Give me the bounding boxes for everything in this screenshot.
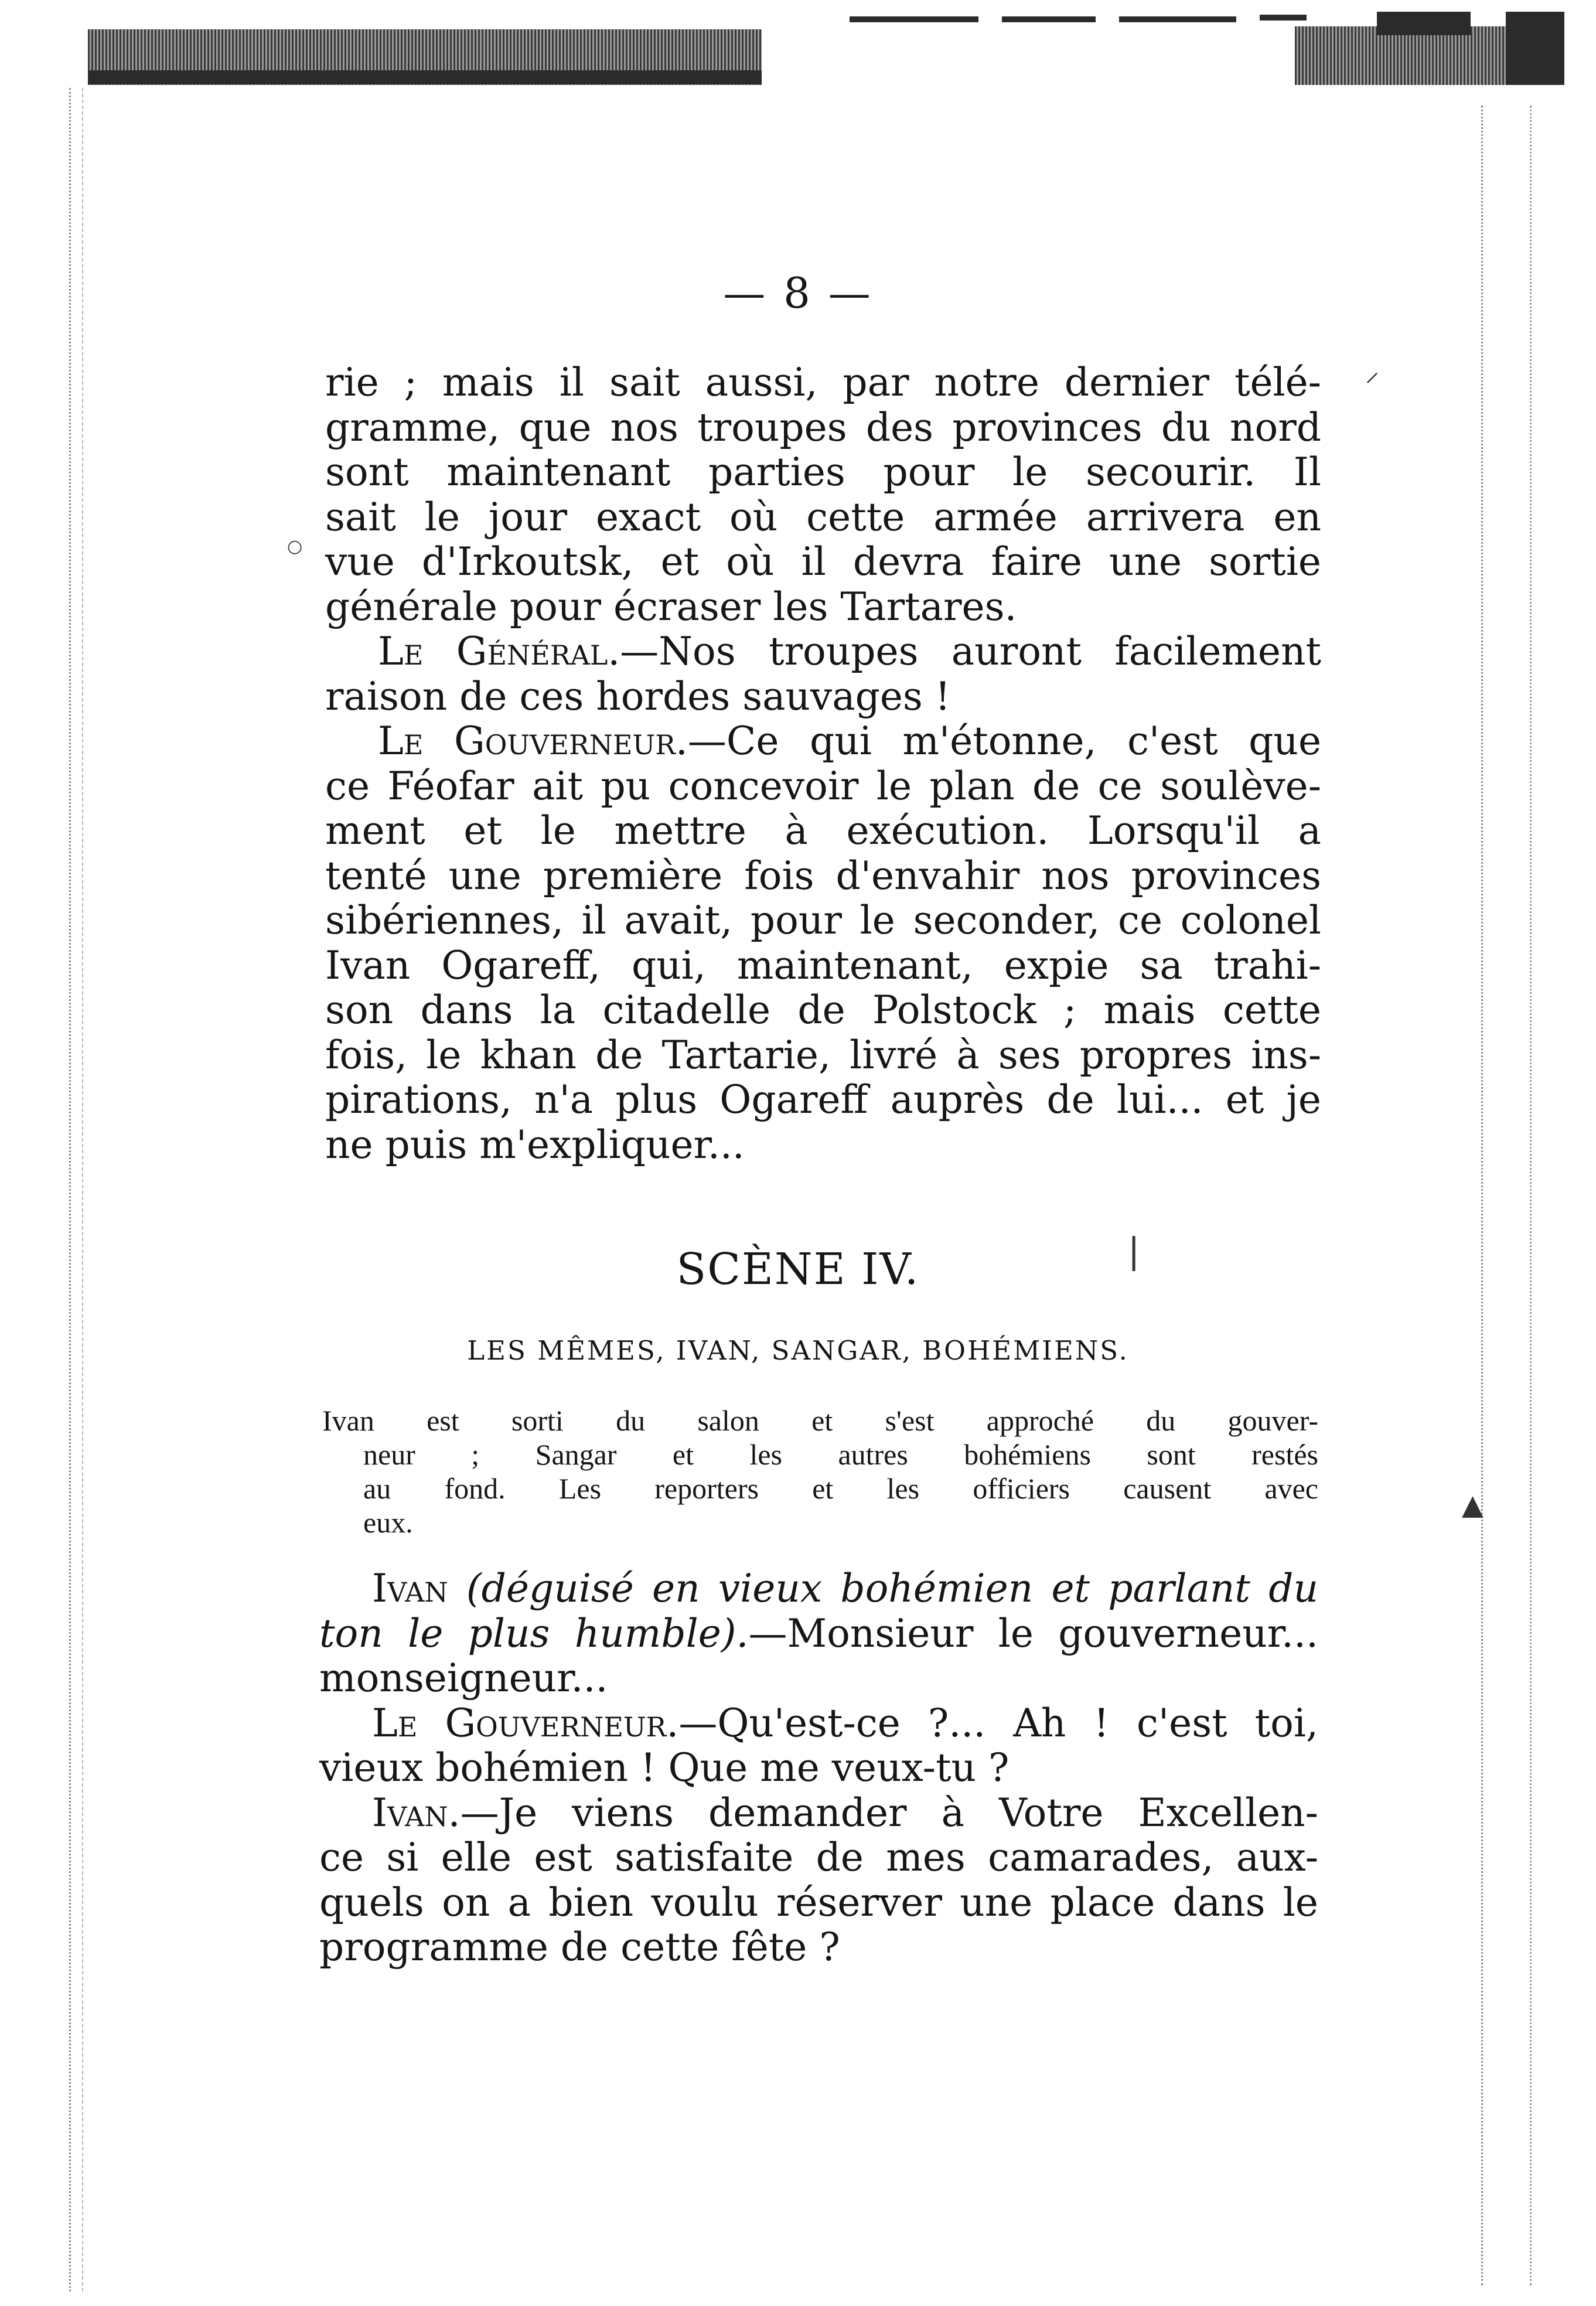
text-line: quels on a bien voulu réserver une place dans le xyxy=(319,1879,1318,1925)
stage-line: au fond. Les reporters et les officiers causent avec xyxy=(363,1472,1318,1505)
stage-aside: (déguisé en vieux bohémien et parlant du xyxy=(466,1566,1318,1611)
text-line: sait le jour exact où cette armée arrivera en xyxy=(325,494,1321,540)
scan-speck: | xyxy=(1128,1231,1140,1272)
page-number: — 8 — xyxy=(723,268,873,318)
text-line: tenté une première fois d'envahir nos provinces xyxy=(325,853,1321,898)
speech-line xyxy=(325,719,1321,764)
text-line: générale pour écraser les Tartares. xyxy=(325,584,1017,629)
scan-speck: ⸝ xyxy=(1365,355,1380,388)
speech-text: —Nos troupes auront facilement xyxy=(620,629,1321,674)
speech-text: —Ce qui m'étonne, c'est que xyxy=(687,718,1321,764)
scan-left-edge-inner xyxy=(82,88,84,2291)
text-line: son dans la citadelle de Polstock ; mais cette xyxy=(325,987,1321,1033)
speaker-name: Le Gouverneur. xyxy=(372,1700,679,1746)
text-line: sont maintenant parties pour le secourir. Il xyxy=(325,449,1321,495)
text-line: programme de cette fête ? xyxy=(319,1924,840,1970)
speech-line xyxy=(319,1612,1318,1657)
stage-line: eux. xyxy=(363,1506,413,1539)
text-line: vue d'Irkoutsk, et où il devra faire une sortie xyxy=(325,539,1321,584)
text-line: pirations, n'a plus Ogareff auprès de lui... et je xyxy=(325,1077,1321,1122)
text-line: Ivan Ogareff, qui, maintenant, expie sa trahi- xyxy=(325,942,1321,988)
text-line: fois, le khan de Tartarie, livré à ses propres ins- xyxy=(325,1032,1321,1078)
speech-text: —Qu'est-ce ?... Ah ! c'est toi, xyxy=(678,1700,1319,1746)
speech-line xyxy=(319,1566,1318,1612)
text-line: ce si elle est satisfaite de mes camarades, aux- xyxy=(319,1835,1318,1880)
stage-line: neur ; Sangar et les autres bohémiens sont restés xyxy=(363,1438,1318,1471)
dialogue xyxy=(319,1566,1318,1970)
text-line: raison de ces hordes sauvages ! xyxy=(325,673,951,719)
speech-line xyxy=(319,1701,1318,1746)
main-text xyxy=(325,360,1321,1167)
text-line: sibériennes, il avait, pour le seconder, ce colonel xyxy=(325,898,1321,943)
speech-line xyxy=(319,1791,1318,1836)
text-line: monseigneur... xyxy=(319,1656,608,1701)
text-line: ce Féofar ait pu concevoir le plan de ce soulève- xyxy=(325,763,1321,809)
text-line: ment et le mettre à exécution. Lorsqu'il a xyxy=(325,808,1321,853)
scene-characters: LES MÊMES, IVAN, SANGAR, BOHÉMIENS. xyxy=(467,1335,1129,1366)
speaker-name: Ivan xyxy=(372,1566,448,1611)
speaker-name: Ivan. xyxy=(372,1790,461,1835)
speech-text: —Monsieur le gouverneur... xyxy=(748,1610,1318,1656)
text-line: gramme, que nos troupes des provinces du nord xyxy=(325,404,1321,450)
stage-aside: ton le plus humble). xyxy=(319,1610,749,1656)
scan-speck: ○ xyxy=(287,536,303,557)
scene-title: SCÈNE IV. xyxy=(676,1244,920,1295)
speaker-name: Le Gouverneur. xyxy=(378,718,688,764)
stage-line: Ivan est sorti du salon et s'est approché du gouver- xyxy=(322,1404,1318,1437)
text-line: rie ; mais il sait aussi, par notre dernier télé- xyxy=(325,360,1321,405)
text-line: ne puis m'expliquer... xyxy=(325,1122,745,1167)
stage-direction xyxy=(322,1404,1318,1539)
scan-top-border xyxy=(88,12,1564,88)
scan-speck: ▲ xyxy=(1462,1488,1484,1521)
text-line: vieux bohémien ! Que me veux-tu ? xyxy=(319,1745,1010,1790)
speech-line xyxy=(325,629,1321,675)
scan-left-edge xyxy=(69,88,106,2291)
speaker-name: Le Général. xyxy=(378,629,620,674)
speech-text: —Je viens demander à Votre Excellen- xyxy=(460,1790,1318,1835)
scan-right-edge xyxy=(1481,105,1532,2285)
